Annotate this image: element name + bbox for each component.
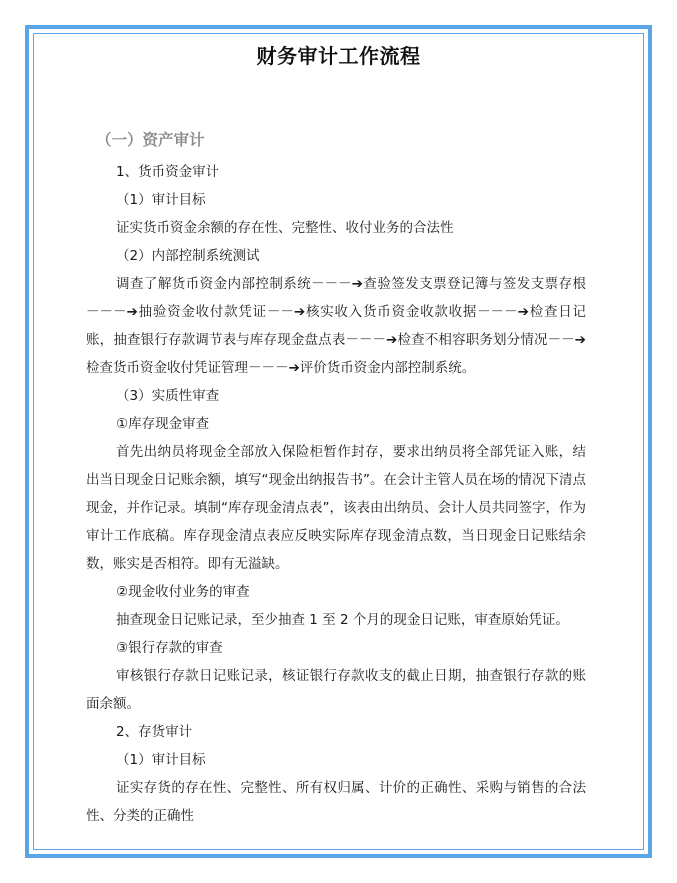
heading-inventory-audit: 2、存货审计 (116, 724, 193, 740)
paragraph-cash-on-hand-procedure: 首先出纳员将现金全部放入保险柜暂作封存，要求出纳员将全部凭证入账，结出当日现金日记账余额，填写“现金出纳报告书”。在会计主管人员在场的情况下清点现金，并作记录。填制“库存现金清点表”，该表由出纳员、会计人员共同签字，作为审计工作底稿。库存现金清点表应反映实际库存现金清点数，当日现金日记账结余数，账实是否相符。即有无溢缺。 (86, 444, 586, 572)
paragraph-internal-control-flow: 调查了解货币资金内部控制系统－－－➔查验签发支票登记簿与签发支票存根－－－➔抽验资金收付款凭证－－➔核实收入货币资金收款收据－－－➔检查日记账，抽查银行存款调节表与库存现金盘点表－－－➔检查不相容职务划分情况－－➔检查货币资金收付凭证管理－－－➔评价货币资金内部控制系统。 (86, 276, 586, 376)
paragraph-cash-objective: 证实货币资金余额的存在性、完整性、收付业务的合法性 (116, 220, 454, 236)
heading-cash-audit: 1、货币资金审计 (116, 164, 220, 180)
subheading-cash-transaction-review: ②现金收付业务的审查 (116, 584, 250, 600)
subheading-internal-control-test: （2）内部控制系统测试 (116, 248, 260, 264)
subheading-audit-objective: （1）审计目标 (116, 192, 206, 208)
subheading-inventory-objective: （1）审计目标 (116, 752, 206, 768)
document-title: 财务审计工作流程 (256, 44, 421, 68)
paragraph-inventory-objective: 证实存货的存在性、完整性、所有权归属、计价的正确性、采购与销售的合法性、分类的正确性 (86, 780, 586, 824)
subheading-cash-on-hand-review: ①库存现金审查 (116, 416, 210, 432)
subheading-bank-deposit-review: ③银行存款的审查 (116, 640, 223, 656)
subheading-substantive-review: （3）实质性审查 (116, 388, 220, 404)
section-heading-asset-audit: （一）资产审计 (96, 131, 205, 149)
paragraph-cash-transaction-review: 抽查现金日记账记录，至少抽查 1 至 2 个月的现金日记账，审查原始凭证。 (116, 612, 569, 628)
paragraph-bank-deposit-review: 审核银行存款日记账记录，核证银行存款收支的截止日期，抽查银行存款的账面余额。 (86, 668, 586, 712)
